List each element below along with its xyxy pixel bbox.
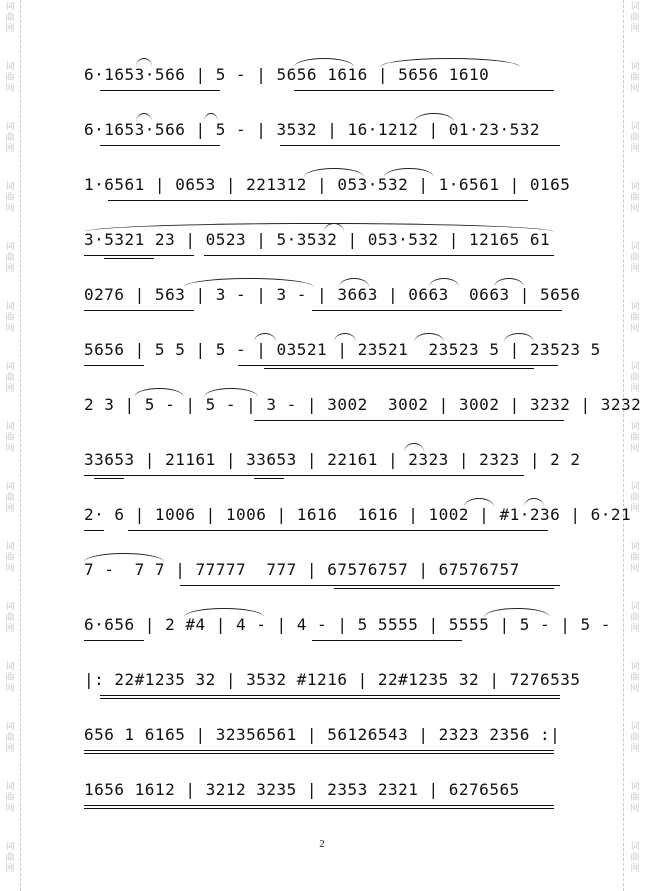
score-line <box>84 388 642 428</box>
watermark-text: 词 曲 网 <box>5 2 15 34</box>
score-line <box>84 608 611 648</box>
score-line-text: 2 3 | 5 - | 5 - | 3 - | 3002 3002 | 3002 | 3232 | 3232 <box>84 395 642 414</box>
left-border <box>20 0 21 891</box>
watermark-text: 词 曲 网 <box>630 122 640 154</box>
score-line-text: 1656 1612 | 3212 3235 | 2353 2321 | 6276565 <box>84 780 520 799</box>
score-line <box>84 773 566 813</box>
watermark-text: 词 曲 网 <box>5 842 15 874</box>
score-line <box>84 443 581 483</box>
watermark-text: 词 曲 网 <box>5 482 15 514</box>
watermark-text: 词 曲 网 <box>5 182 15 214</box>
watermark-text: 词 曲 网 <box>5 302 15 334</box>
score-line-text: 2· 6 | 1006 | 1006 | 1616 1616 | 1002 | #1·236 | 6·21 <box>84 505 632 524</box>
watermark-text: 词 曲 网 <box>630 242 640 274</box>
watermark-text: 词 曲 网 <box>630 362 640 394</box>
score-line <box>84 553 566 593</box>
score-line-text: 6·1653·566 | 5 - | 3532 | 16·1212 | 01·23·532 <box>84 120 540 139</box>
score-line-text: 7 - 7 7 | 77777 777 | 67576757 | 67576757 <box>84 560 520 579</box>
watermark-text: 词 曲 网 <box>630 842 640 874</box>
watermark-text: 词 曲 网 <box>5 782 15 814</box>
watermark-text: 词 曲 网 <box>630 182 640 214</box>
score-line <box>84 58 566 98</box>
watermark-text: 词 曲 网 <box>5 722 15 754</box>
watermark-column-right <box>626 0 644 891</box>
watermark-text: 词 曲 网 <box>5 122 15 154</box>
score-line-text: |: 22#1235 32 | 3532 #1216 | 22#1235 32 | 7276535 <box>84 670 581 689</box>
watermark-text: 词 曲 网 <box>630 2 640 34</box>
watermark-text: 词 曲 网 <box>5 662 15 694</box>
watermark-text: 词 曲 网 <box>630 662 640 694</box>
watermark-text: 词 曲 网 <box>5 242 15 274</box>
watermark-text: 词 曲 网 <box>630 782 640 814</box>
score-line-text: 1·6561 | 0653 | 221312 | 053·532 | 1·6561 | 0165 <box>84 175 571 194</box>
page-number: 2 <box>319 838 325 850</box>
score-line <box>84 278 581 318</box>
watermark-text: 词 曲 网 <box>5 62 15 94</box>
score-line-text: 0276 | 563 | 3 - | 3 - | 3663 | 0663 0663 | 5656 <box>84 285 581 304</box>
watermark-text: 词 曲 网 <box>630 302 640 334</box>
watermark-text: 词 曲 网 <box>630 602 640 634</box>
watermark-text: 词 曲 网 <box>630 482 640 514</box>
score-line <box>84 718 566 758</box>
score-line-text: 3·5321 23 | 0523 | 5·3532 | 053·532 | 12165 61 <box>84 230 551 249</box>
score-line-text: 6·1653·566 | 5 - | 5656 1616 | 5656 1610 <box>84 65 490 84</box>
score-line <box>84 168 571 208</box>
score-line-text: 656 1 6165 | 32356561 | 56126543 | 2323 2356 :| <box>84 725 561 744</box>
score-line-text: 6·656 | 2 #4 | 4 - | 4 - | 5 5555 | 5555 | 5 - | 5 - <box>84 615 611 634</box>
score-line <box>84 333 601 373</box>
watermark-text: 词 曲 网 <box>5 542 15 574</box>
watermark-text: 词 曲 网 <box>5 602 15 634</box>
score-line <box>84 663 581 703</box>
watermark-text: 词 曲 网 <box>630 542 640 574</box>
watermark-text: 词 曲 网 <box>630 62 640 94</box>
watermark-text: 词 曲 网 <box>5 422 15 454</box>
score-line-text: 5656 | 5 5 | 5 - | 03521 | 23521 23523 5 | 23523 5 <box>84 340 601 359</box>
right-border <box>623 0 624 891</box>
watermark-text: 词 曲 网 <box>630 722 640 754</box>
score-line-text: 33653 | 21161 | 33653 | 22161 | 2323 | 2323 | 2 2 <box>84 450 581 469</box>
watermark-text: 词 曲 网 <box>5 362 15 394</box>
watermark-text: 词 曲 网 <box>630 422 640 454</box>
score-line <box>84 223 566 263</box>
score-line <box>84 498 632 538</box>
watermark-column-left <box>1 0 19 891</box>
score-line <box>84 113 566 153</box>
